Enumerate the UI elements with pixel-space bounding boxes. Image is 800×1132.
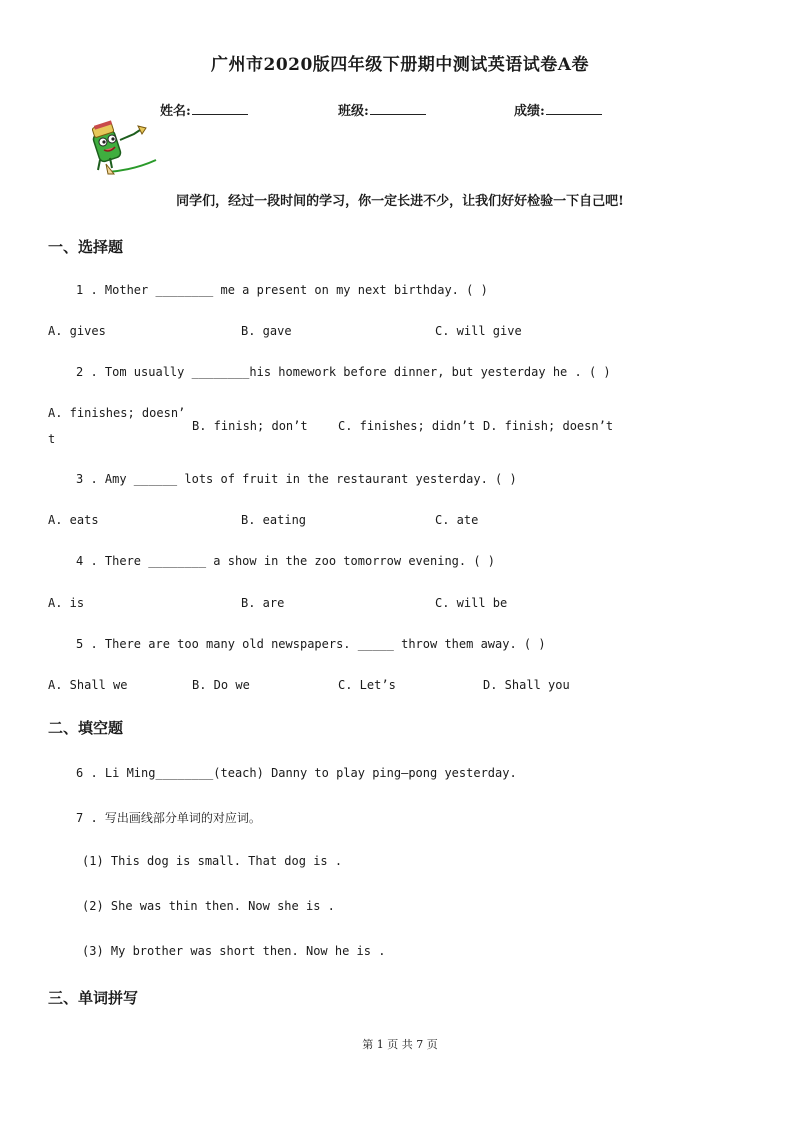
class-field [338, 100, 426, 119]
q3-option-b[interactable]: B. eating [241, 513, 307, 527]
q2-option-a-wrap: t [48, 432, 56, 446]
q2-option-a[interactable]: A. finishes; doesn’ [48, 406, 186, 420]
q2-option-d[interactable]: D. finish; doesn’t [483, 419, 614, 433]
q4-option-a[interactable]: A. is [48, 596, 85, 610]
section-title-fill: 二、填空题 [48, 719, 124, 737]
section-title-spelling: 三、单词拼写 [48, 989, 139, 1007]
q7-item-1: (1) This dog is small. That dog is . [82, 854, 343, 868]
score-label: 成绩: [514, 104, 545, 119]
score-field [514, 100, 602, 119]
q5-option-a[interactable]: A. Shall we [48, 678, 128, 692]
section-title-choice: 一、选择题 [48, 238, 124, 256]
q4-option-c[interactable]: C. will be [435, 596, 508, 610]
name-label: 姓名: [160, 104, 191, 119]
question-2-stem: 2 . Tom usually ________his homework before dinner, but yesterday he . ( ) [76, 365, 611, 379]
question-4-stem: 4 . There ________ a show in the zoo tomorrow evening. ( ) [76, 554, 496, 568]
page-footer: 第 1 页 共 7 页 [362, 1038, 438, 1051]
q7-item-3: (3) My brother was short then. Now he is . [82, 944, 386, 958]
q2-option-c[interactable]: C. finishes; didn’t [338, 419, 476, 433]
question-3-stem: 3 . Amy ______ lots of fruit in the restaurant yesterday. ( ) [76, 472, 517, 486]
pencil-mascot-icon [84, 120, 160, 178]
score-blank[interactable] [546, 102, 602, 115]
q3-option-c[interactable]: C. ate [435, 513, 479, 527]
q3-option-a[interactable]: A. eats [48, 513, 99, 527]
question-6-stem: 6 . Li Ming________(teach) Danny to play ping—pong yesterday. [76, 766, 517, 780]
question-7-stem: 7 . 写出画线部分单词的对应词。 [76, 811, 261, 825]
q5-option-c[interactable]: C. Let’s [338, 678, 396, 692]
question-5-stem: 5 . There are too many old newspapers. _____ throw them away. ( ) [76, 637, 546, 651]
q1-option-a[interactable]: A. gives [48, 324, 106, 338]
q5-option-b[interactable]: B. Do we [192, 678, 250, 692]
q4-option-b[interactable]: B. are [241, 596, 285, 610]
q7-item-2: (2) She was thin then. Now she is . [82, 899, 335, 913]
class-label: 班级: [338, 104, 369, 119]
question-1-stem: 1 . Mother ________ me a present on my next birthday. ( ) [76, 283, 488, 297]
q1-option-b[interactable]: B. gave [241, 324, 292, 338]
q5-option-d[interactable]: D. Shall you [483, 678, 570, 692]
intro-text: 同学们，经过一段时间的学习，你一定长进不少，让我们好好检验一下自己吧! [176, 194, 624, 209]
page-title: 广州市2020版四年级下册期中测试英语试卷A卷 [210, 55, 589, 75]
q1-option-c[interactable]: C. will give [435, 324, 522, 338]
name-blank[interactable] [192, 102, 248, 115]
q2-option-b[interactable]: B. finish; don’t [192, 419, 308, 433]
name-field [160, 100, 248, 119]
class-blank[interactable] [370, 102, 426, 115]
